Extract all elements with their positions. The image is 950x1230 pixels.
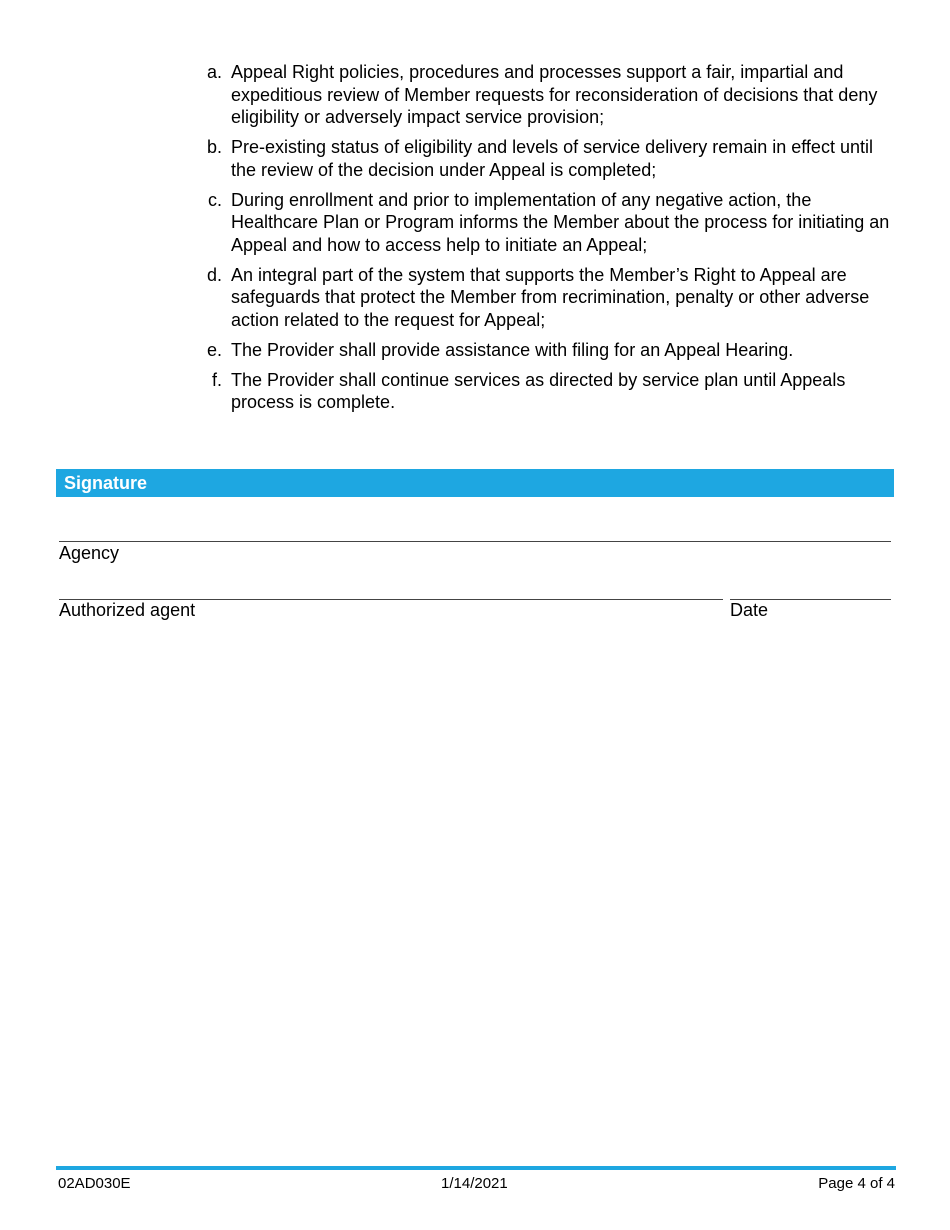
list-item-text: An integral part of the system that supports the Member’s Right to Appeal are safeguards that protect the Member from recrimination, penalty or other adverse action related to the request for Appeal; xyxy=(231,264,870,330)
list-item-text: Pre-existing status of eligibility and levels of service delivery remain in effect until the review of the decision under Appeal is completed; xyxy=(231,137,873,180)
list-item xyxy=(200,189,900,257)
agency-signature-line[interactable] xyxy=(59,541,891,542)
list-item xyxy=(200,264,900,332)
date-label: Date xyxy=(730,600,769,620)
authorized-agent-label: Authorized agent xyxy=(59,600,196,620)
footer-rule xyxy=(56,1166,896,1170)
list-item-text: The Provider shall provide assistance with filing for an Appeal Hearing. xyxy=(231,339,794,360)
list-item-letter: f. xyxy=(211,369,222,390)
agency-label: Agency xyxy=(59,543,120,563)
list-item-letter: d. xyxy=(206,264,222,285)
list-item-text: During enrollment and prior to implementation of any negative action, the Healthcare Plan or Program informs the Member about the process for initiating an Appeal and how to access help to initiate an Appeal; xyxy=(231,189,890,255)
list-item-letter: c. xyxy=(207,189,222,210)
signature-section-header: Signature xyxy=(56,469,894,497)
list-item-text: Appeal Right policies, procedures and processes support a fair, impartial and expeditious review of Member requests for reconsideration of decisions that deny eligibility or adversely impact service provision; xyxy=(231,62,878,127)
list-item xyxy=(200,61,900,129)
list-item-letter: a. xyxy=(206,62,222,82)
list-item-text: The Provider shall continue services as directed by service plan until Appeals process is complete. xyxy=(231,369,846,412)
footer-form-code: 02AD030E xyxy=(58,1175,131,1192)
list-item xyxy=(200,369,900,414)
list-item xyxy=(200,339,900,362)
list-item-letter: b. xyxy=(206,137,222,157)
list-item xyxy=(200,136,900,181)
footer-page-number: Page 4 of 4 xyxy=(818,1175,895,1192)
policy-list xyxy=(200,61,900,421)
list-item-letter: e. xyxy=(206,339,222,360)
footer-date: 1/14/2021 xyxy=(441,1175,508,1192)
